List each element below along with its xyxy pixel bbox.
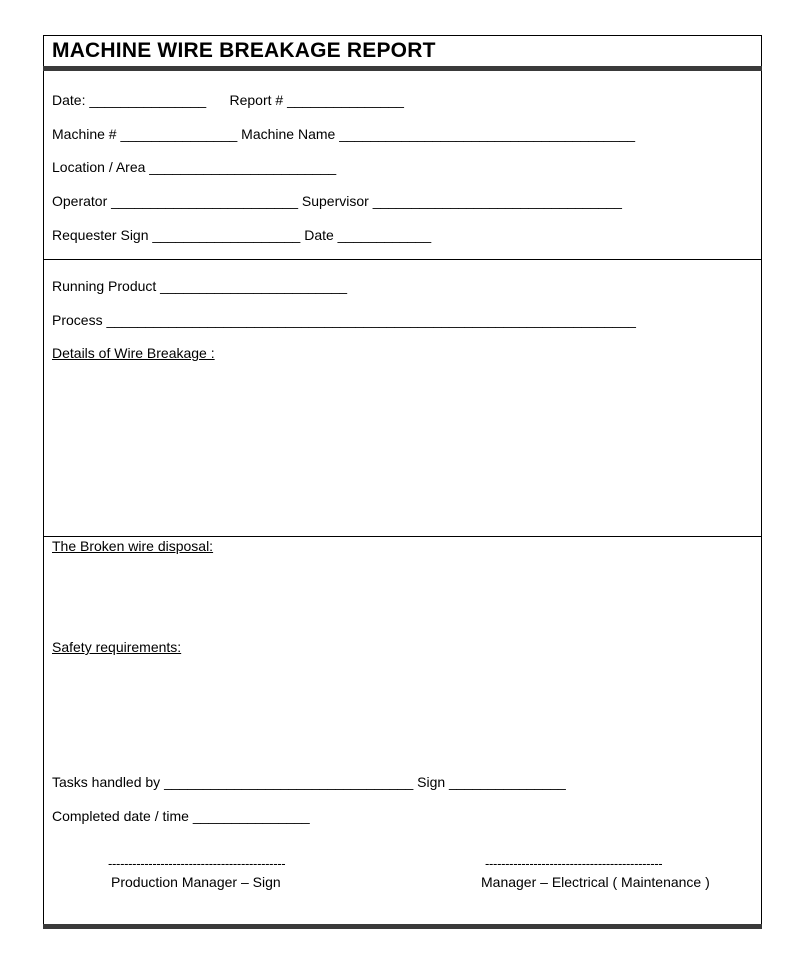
report-title: MACHINE WIRE BREAKAGE REPORT [52, 39, 436, 62]
machine-number-name-line[interactable]: Machine # _______________ Machine Name ______________________________________ [52, 126, 636, 142]
broken-wire-disposal-label: The Broken wire disposal: [52, 538, 214, 554]
operator-supervisor-line[interactable]: Operator ________________________ Supervisor ________________________________ [52, 193, 622, 209]
production-manager-signature-line[interactable]: -------------------------------------------- [108, 856, 286, 871]
title-divider-bar [43, 66, 762, 71]
details-of-wire-breakage-label: Details of Wire Breakage : [52, 345, 215, 361]
section-divider-1 [44, 259, 761, 260]
electrical-manager-signature-line[interactable]: -------------------------------------------- [485, 856, 663, 871]
location-area-line[interactable]: Location / Area ________________________ [52, 159, 337, 175]
safety-requirements-label: Safety requirements: [52, 639, 182, 655]
wire-breakage-report-form [43, 35, 762, 928]
electrical-manager-sign-label: Manager – Electrical ( Maintenance ) [481, 874, 710, 890]
bottom-border-bar [43, 924, 762, 929]
date-report-number-line[interactable]: Date: _______________ Report # _______________ [52, 92, 404, 108]
process-line[interactable]: Process ____________________________________________________________________ [52, 312, 636, 328]
production-manager-sign-label: Production Manager – Sign [111, 874, 281, 890]
running-product-line[interactable]: Running Product ________________________ [52, 278, 348, 294]
completed-date-time-line[interactable]: Completed date / time _______________ [52, 808, 310, 824]
tasks-handled-by-line[interactable]: Tasks handled by ________________________________ Sign _______________ [52, 774, 566, 790]
requester-sign-date-line[interactable]: Requester Sign ___________________ Date ____________ [52, 227, 432, 243]
section-divider-2 [44, 536, 761, 537]
